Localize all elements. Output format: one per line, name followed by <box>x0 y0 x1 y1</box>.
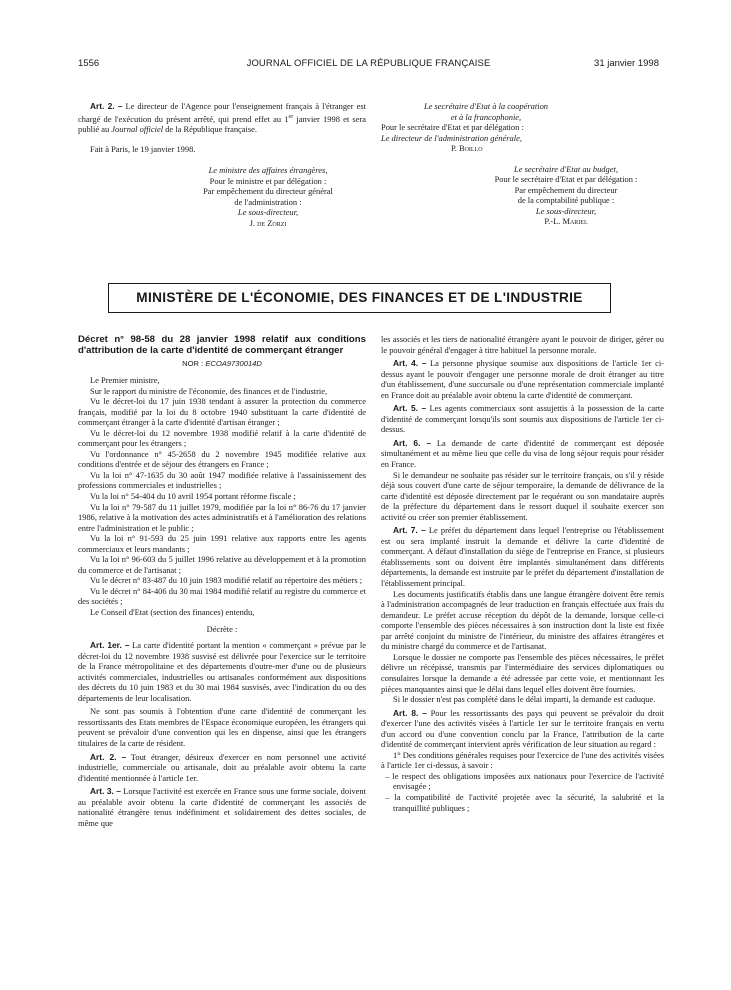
list-item: – le respect des obligations imposées aux nationaux pour l'exercice de l'activité envisagée ; <box>385 770 664 792</box>
visa-item: Vu la loi n° 91-593 du 25 juin 1991 relative aux rapports entre les agents commerciaux et leurs mandants ; <box>78 533 366 554</box>
article-8-paragraph-2: 1° Des conditions générales requises pour l'exercice de l'une des activités visées à l'article 1er ci-dessus, à savoir : <box>381 749 664 771</box>
article-1: Art. 1er. – La carte d'identité portant la mention « commerçant » prévue par le décret-loi du 12 novembre 1938 susvisé est délivrée pour l'exercice sur le territoire de la France métropolitaine et des départements d'outre-mer d'une ou de plusieurs activités commerciales, industrielles ou artisanales conformément aux dispositions des décrets du 10 juin 1983 et du 30 mai 1984 susvisés, avec l'indication du ou des départements de leur localisation. <box>78 640 366 703</box>
article-8: Art. 8. – Pour les ressortissants des pays qui peuvent se prévaloir du droit d'exercer l'une des activités visées à l'article 1er sur le territoire français en vertu d'un accord ou d'une convention conclu par la France, l'attribution de la carte d'identité de commerçant intervient après vérification de leur situation au regard : <box>381 707 664 750</box>
signature-block-budget: Le secrétaire d'Etat au budget, Pour le secrétaire d'Etat et par délégation : Par empêchement du directeur de la comptabilité publique : Le sous-directeur, P.-L. Mariel <box>466 164 666 227</box>
visa-item: Le Conseil d'Etat (section des finances) entendu, <box>90 606 255 617</box>
article-3-continuation: les associés et les tiers de nationalité étrangère ayant le pouvoir de diriger, gérer ou le pouvoir général d'engager à titre habituel la personne morale. <box>381 334 664 355</box>
visa-item: Vu le décret n° 84-406 du 30 mai 1984 modifié relatif au registre du commerce et des sociétés ; <box>78 585 366 607</box>
article-7-paragraph-2: Les documents justificatifs établis dans une langue étrangère doivent être remis à l'administration accompagnés de leur traduction en français effectuée aux frais du demandeur. Le préfet accuse réception du dépôt de la demande, lorsque celle-ci comporte l'ensemble des pièces nécessaires à son instruction dont la liste est fixée par arrêté conjoint du ministre de l'intérieur, du ministre des affaires étrangères et du ministre chargé du commerce et de l'artisanat. <box>381 588 664 652</box>
signature-block-cooperation: Le secrétaire d'Etat à la coopération et à la francophonie, <box>423 101 549 122</box>
signatory-name: P. Boillo <box>451 143 483 154</box>
premier-ministre: Le Premier ministre, <box>90 374 160 385</box>
article-1-paragraph-2: Ne sont pas soumis à l'obtention d'une carte d'identité de commerçant les ressortissants des Etats membres de l'Espace économique européen, les étrangers qui peuvent se prévaloir d'une convention qui les en dispense, ainsi que les étrangers titulaires de la carte de résident. <box>78 706 366 748</box>
article-3: Art. 3. – Lorsque l'activité est exercée en France sous une forme sociale, doivent au préalable avoir obtenu la carte d'identité de commerçant les associés de nationalité étrangère tenus indéfiniment et solidairement des dettes sociales, de même que <box>78 786 366 828</box>
article-5: Art. 5. – Les agents commerciaux sont assujettis à la possession de la carte d'identité de commerçant lorsqu'ils sont soumis aux dispositions de l'article 1er ci-dessus. <box>381 403 664 435</box>
visa-item: Vu la loi n° 54-404 du 10 avril 1954 portant réforme fiscale ; <box>90 490 296 501</box>
article-2-previous: Art. 2. – Le directeur de l'Agence pour l'enseignement français à l'étranger est chargé de l'exécution du présent arrêté, qui prend effet au 1er janvier 1998 et sera publié au Journal officiel de la République française. <box>78 101 366 134</box>
issue-date: 31 janvier 1998 <box>594 58 659 69</box>
visa-item: Vu l'ordonnance n° 45-2658 du 2 novembre 1945 modifiée relative aux conditions d'entrée et de séjour des étrangers en France ; <box>78 448 366 470</box>
previous-decree-end-right: Le secrétaire d'Etat à la coopération et à la francophonie, Pour le secrétaire d'Etat et par délégation : Le directeur de l'administration générale, P. Boillo Le secrétaire d'Etat au budget, Pour le secrétaire d'Etat et par délégation : Par empêchement du directeur de la comptabilité publique : Le sous-directeur, P.-L. Mariel <box>381 101 664 227</box>
visa-item: Vu la loi n° 96-603 du 5 juillet 1996 relative au développement et à la promotion du commerce et de l'artisanat ; <box>78 554 366 575</box>
article-7-paragraph-3: Lorsque le dossier ne comporte pas l'ensemble des pièces nécessaires, le préfet délivre un récépissé, transmis par l'intermédiaire des services diplomatiques ou consulaires lorsque la demande a été adressée par cette voie, et mentionnant les pièces manquantes ainsi que le délai dans lequel elles doivent être fournies. <box>381 651 664 694</box>
visa-item: Vu le décret-loi du 17 juin 1938 tendant à assurer la protection du commerce français, modifié par la loi du 8 octobre 1940 substituant la carte d'identité de commerçant étranger à la carte d'identité d'artisan étranger ; <box>78 396 366 428</box>
previous-decree-end-left <box>78 101 366 228</box>
signatory-name: P.-L. Mariel <box>544 216 588 227</box>
decree-title: Décret n° 98-58 du 28 janvier 1998 relatif aux conditions d'attribution de la carte d'identité de commerçant étranger <box>78 334 366 357</box>
visa-item: Vu la loi n° 47-1635 du 30 août 1947 modifiée relative à l'assainissement des professions commerciales et industrielles ; <box>78 469 366 491</box>
signature-block: Le ministre des affaires étrangères, Pour le ministre et par délégation : Par empêchement du directeur général de l'administration : Le sous-directeur, J. de Zorzi <box>168 165 368 228</box>
article-7: Art. 7. – Le préfet du département dans lequel l'entreprise ou l'établissement est ou sera implanté instruit la demande et délivre la carte d'identité de commerçant. A défaut d'installation du siège de l'entreprise en France, si plusieurs établissements sont ou doivent être implantés simultanément dans différents départements, la demande est instruite par le préfet du département d'installation de l'établissement principal. <box>381 525 664 589</box>
nor-reference: NOR : ECOA9730014D <box>182 359 262 369</box>
visa-item: Vu la loi n° 79-587 du 11 juillet 1979, modifiée par la loi n° 86-76 du 17 janvier 1986, relative à la motivation des actes administratifs et à l'amélioration des relations entre l'administration et le public ; <box>78 501 366 533</box>
article-7-paragraph-4: Si le dossier n'est pas complété dans le délai imparti, la demande est caduque. <box>393 694 656 705</box>
article-6: Art. 6. – La demande de carte d'identité de commerçant est déposée simultanément et au même lieu que celle du visa de long séjour requis pour résider en France. <box>381 437 664 470</box>
list-item: – la compatibilité de l'activité projetée avec la sécurité, la salubrité et la tranquillité publiques ; <box>385 791 664 813</box>
visa-item: Vu le décret-loi du 12 novembre 1938 modifié relatif à la carte d'identité de commerçant pour les étrangers ; <box>78 427 366 449</box>
signatory-title: Le ministre des affaires étrangères, <box>208 165 328 175</box>
article-6-paragraph-2: Si le demandeur ne souhaite pas résider sur le territoire français, ou s'il y réside déjà sous couvert d'une carte de séjour temporaire, la demande de délivrance de la carte d'identité est déposée directement par le requérant ou son mandataire auprès de la préfecture du département dans le ressort duquel il souhaite exercer son activité ou créer son premier établissement. <box>381 469 664 522</box>
ministry-title: MINISTÈRE DE L'ÉCONOMIE, DES FINANCES ET DE L'INDUSTRIE <box>136 290 583 305</box>
page-number: 1556 <box>78 58 100 69</box>
decrete-heading: Décrète : <box>206 623 238 634</box>
decree-right-column <box>381 334 664 813</box>
journal-title: JOURNAL OFFICIEL DE LA RÉPUBLIQUE FRANÇAISE <box>246 58 491 69</box>
running-header <box>78 58 659 72</box>
visas-list <box>78 386 366 618</box>
ministry-banner <box>108 283 611 313</box>
visa-item: Sur le rapport du ministre de l'économie, des finances et de l'industrie, <box>90 385 328 396</box>
signatory-name: J. de Zorzi <box>249 217 287 228</box>
article-2: Art. 2. – Tout étranger, désireux d'exercer en nom personnel une activité industrielle, commerciale ou artisanale, doit au préalable avoir obtenu la carte d'identité mentionnée à l'article 1er. <box>78 751 366 783</box>
signature-date: Fait à Paris, le 19 janvier 1998. <box>90 144 196 155</box>
decree-left-column <box>78 334 366 828</box>
article-4: Art. 4. – La personne physique soumise aux dispositions de l'article 1er ci-dessus ayant le pouvoir d'engager une personne morale de droit étranger au titre d'un établissement, d'une succursale ou d'une représentation commerciale implanté en France doit au préalable avoir obtenu la carte d'identité de commerçant. <box>381 358 664 400</box>
visa-item: Vu le décret n° 83-487 du 10 juin 1983 modifié relatif au répertoire des métiers ; <box>90 575 363 586</box>
